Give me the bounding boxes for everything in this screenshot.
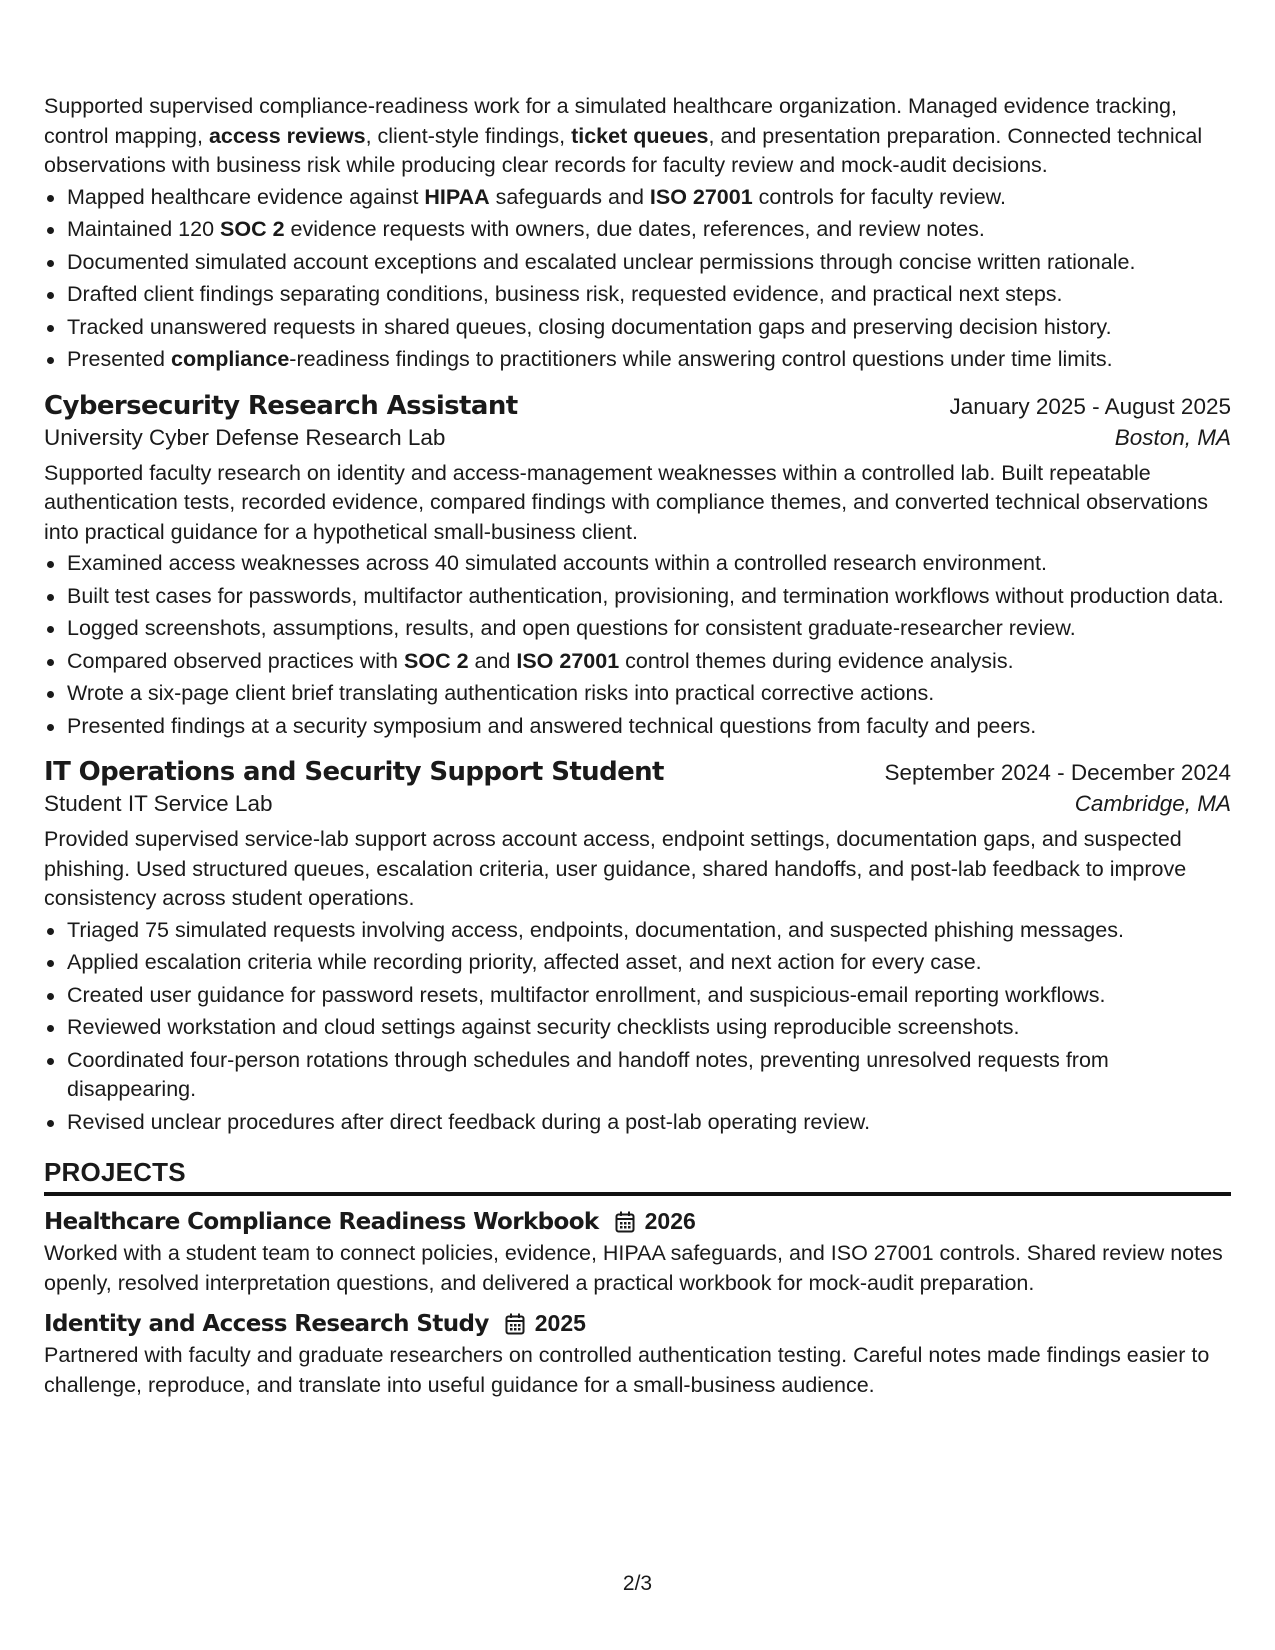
bullet-item (44, 280, 1231, 310)
job-title: IT Operations and Security Support Student (44, 757, 664, 787)
continued-job-summary (44, 92, 1231, 181)
job-location: Cambridge, MA (1074, 791, 1231, 816)
bullet-item (44, 647, 1231, 677)
job-entry (44, 757, 1231, 1137)
text-run: , and presentation preparation. Connected technical observations with business risk while producing clear records for faculty review and mock-audit decisions. (44, 123, 1203, 177)
text-run: Revised unclear procedures after direct feedback during a post-lab operating review. (67, 1109, 871, 1134)
bold-keyword: ISO 27001 (649, 184, 753, 209)
bullet-dot-icon (47, 292, 54, 299)
job-entry (44, 391, 1231, 742)
bullet-item (44, 582, 1231, 612)
bullet-dot-icon (47, 325, 54, 332)
bullet-dot-icon (47, 227, 54, 234)
bullet-item (44, 948, 1231, 978)
bullet-dot-icon (47, 594, 54, 601)
job-organization: University Cyber Defense Research Lab (44, 424, 446, 450)
bullet-dot-icon (47, 260, 54, 267)
bullet-item (44, 679, 1231, 709)
text-run: Presented (67, 347, 171, 371)
bullet-item (44, 916, 1231, 946)
bold-keyword: ISO 27001 (516, 648, 620, 673)
job-header (44, 391, 1231, 421)
resume-page (44, 92, 1231, 1400)
text-run: Presented findings at a security symposium and answered technical questions from faculty and peers. (67, 713, 1037, 738)
text-run: evidence requests with owners, due dates, references, and review notes. (284, 217, 985, 241)
text-run: Created user guidance for password resets, multifactor enrollment, and suspicious-email reporting workflows. (67, 982, 1106, 1007)
bullet-dot-icon (47, 357, 54, 364)
bullet-item (44, 313, 1231, 343)
bullet-dot-icon (47, 724, 54, 731)
bullet-item (44, 549, 1231, 579)
bullet-item (44, 1108, 1231, 1138)
text-run: Built test cases for passwords, multifactor authentication, provisioning, and termination workflows without production data. (67, 583, 1224, 608)
text-run: Logged screenshots, assumptions, results, and open questions for consistent graduate-researcher review. (67, 616, 1076, 640)
bullet-item (44, 1013, 1231, 1043)
calendar-icon (615, 1211, 635, 1233)
bullet-item (44, 981, 1231, 1011)
bullet-dot-icon (47, 195, 54, 202)
bullet-dot-icon (47, 561, 54, 568)
job-dates: September 2024 - December 2024 (884, 760, 1231, 785)
project-name: Healthcare Compliance Readiness Workbook (44, 1208, 599, 1235)
bold-keyword: SOC 2 (404, 648, 469, 673)
bullet-dot-icon (47, 691, 54, 698)
job-header (44, 757, 1231, 787)
project-entry (44, 1208, 1231, 1298)
bullet-item (44, 614, 1231, 644)
text-run: Tracked unanswered requests in shared queues, closing documentation gaps and preserving decision history. (67, 314, 1112, 339)
bullet-dot-icon (47, 928, 54, 935)
text-run: Supported supervised compliance-readiness work for a simulated healthcare organization. Managed evidence tracking, control mapping, (44, 94, 1177, 148)
bullet-item (44, 1046, 1231, 1105)
bold-keyword: HIPAA (424, 184, 490, 209)
text-run: , client-style findings, (365, 123, 572, 148)
bold-keyword: access reviews (208, 123, 366, 148)
text-run: -readiness findings to practitioners while answering control questions under time limits. (289, 347, 1113, 371)
text-run: Compared observed practices with (67, 648, 404, 673)
bullet-dot-icon (47, 1120, 54, 1127)
bullet-dot-icon (47, 1058, 54, 1065)
project-year: 2025 (534, 1310, 586, 1336)
job-summary: Provided supervised service-lab support across account access, endpoint settings, documentation gaps, and suspected phishing. Used structured queues, escalation criteria, user guidance, shared handoffs, and post-lab feedback to improve consistency across student operations. (44, 827, 1187, 910)
bold-keyword: ticket queues (571, 123, 709, 148)
bullet-item (44, 215, 1231, 245)
text-run: Mapped healthcare evidence against (67, 184, 425, 209)
text-run: Wrote a six-page client brief translating authentication risks into practical corrective actions. (67, 681, 935, 705)
text-run: controls for faculty review. (752, 184, 1006, 209)
project-header (44, 1310, 1231, 1337)
text-run: Reviewed workstation and cloud settings against security checklists using reproducible screenshots. (67, 1015, 1020, 1039)
project-description: Partnered with faculty and graduate researchers on controlled authentication testing. Careful notes made findings easier to challenge, reproduce, and translate into useful guidance for a small-business audience. (44, 1343, 1210, 1397)
bold-keyword: compliance (170, 347, 290, 371)
job-subheader (44, 425, 1231, 451)
page-number: 2/3 (622, 1572, 653, 1595)
job-dates: January 2025 - August 2025 (949, 393, 1231, 419)
text-run: control themes during evidence analysis. (619, 648, 1014, 673)
text-run: and (468, 648, 517, 673)
text-run: safeguards and (489, 184, 650, 209)
continued-job-section (44, 92, 1231, 375)
job-organization: Student IT Service Lab (44, 791, 273, 816)
job-subheader (44, 791, 1231, 817)
project-header (44, 1208, 1231, 1235)
text-run: Triaged 75 simulated requests involving access, endpoints, documentation, and suspected phishing messages. (67, 917, 1124, 942)
text-run: Applied escalation criteria while recording priority, affected asset, and next action for every case. (67, 950, 982, 974)
bullet-item (44, 248, 1231, 278)
bullet-dot-icon (47, 993, 54, 1000)
section-heading-projects: PROJECTS (44, 1157, 1231, 1196)
job-title: Cybersecurity Research Assistant (44, 390, 518, 421)
bullet-dot-icon (47, 960, 54, 967)
project-entry (44, 1310, 1231, 1400)
job-bullets (44, 916, 1231, 1138)
job-summary: Supported faculty research on identity and access-management weaknesses within a controlled lab. Built repeatable authentication tests, recorded evidence, compared findings with compliance themes, and converted technical observations into practical guidance for a hypothetical small-business client. (44, 460, 1209, 544)
text-run: Coordinated four-person rotations through schedules and handoff notes, preventing unresolved requests from disappearing. (67, 1047, 1109, 1101)
bullet-item (44, 345, 1231, 375)
bullet-item (44, 712, 1231, 742)
job-location: Boston, MA (1114, 424, 1231, 450)
text-run: Documented simulated account exceptions and escalated unclear permissions through concise written rationale. (67, 249, 1136, 274)
bullet-dot-icon (47, 626, 54, 633)
text-run: Examined access weaknesses across 40 simulated accounts within a controlled research environment. (67, 551, 1047, 575)
calendar-icon (505, 1313, 525, 1335)
project-name: Identity and Access Research Study (44, 1310, 489, 1337)
project-description: Worked with a student team to connect policies, evidence, HIPAA safeguards, and ISO 27001 controls. Shared review notes openly, resolved interpretation questions, and delivered a practical workbook for mock-audit preparation. (44, 1241, 1223, 1295)
text-run: Drafted client findings separating conditions, business risk, requested evidence, and practical next steps. (67, 282, 1063, 306)
bullet-dot-icon (47, 659, 54, 666)
project-year: 2026 (644, 1208, 696, 1234)
bold-keyword: SOC 2 (220, 217, 285, 241)
continued-job-bullets (44, 183, 1231, 375)
text-run: Maintained 120 (67, 217, 220, 241)
bullet-item (44, 183, 1231, 213)
bullet-dot-icon (47, 1025, 54, 1032)
job-bullets (44, 549, 1231, 741)
